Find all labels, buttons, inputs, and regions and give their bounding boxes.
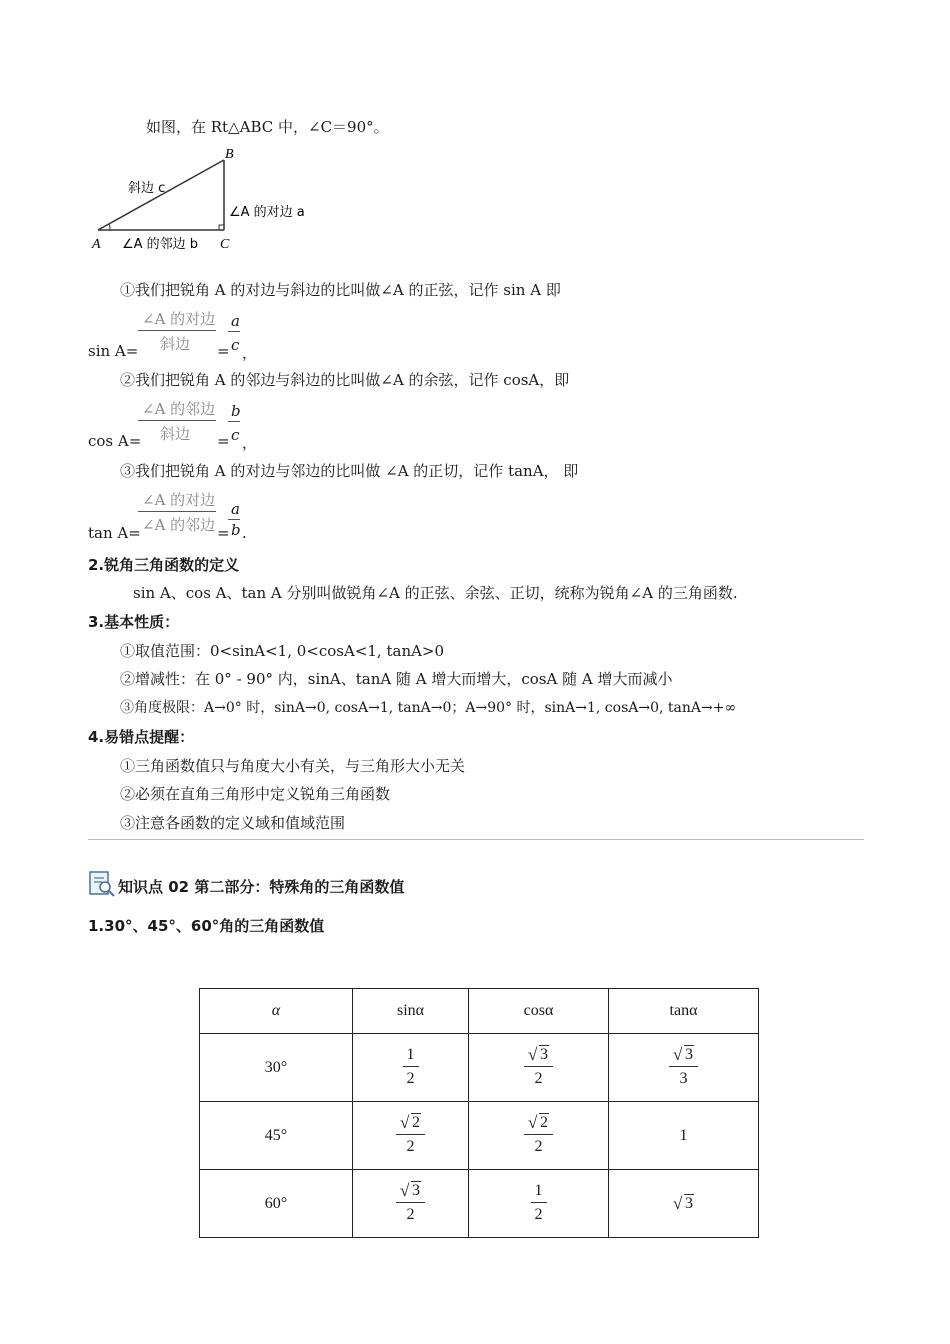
pitfall-item: ①三角函数值只与角度大小有关，与三角形大小无关 (120, 757, 466, 775)
table-row (200, 1170, 759, 1238)
intro-text: 如图，在 Rt△ABC 中，∠C＝90°。 (146, 118, 389, 136)
vertex-c-label: C (220, 237, 230, 252)
property-item: ③角度极限：A→0° 时，sinA→0, cosA→1, tanA→0；A→90° 时，sinA→1, cosA→0, tanA→+∞ (120, 700, 737, 716)
angle-a-arc (109, 224, 110, 230)
pitfall-item: ②必须在直角三角形中定义锐角三角函数 (120, 785, 391, 803)
cosine-word-denominator: 斜边 (160, 425, 191, 443)
value-cell: √ $\frac{2}{2}$ (469, 1102, 609, 1170)
value-cell: √ $\frac{3}{3}$ (609, 1034, 759, 1102)
value-cell: $\frac{1}{2}$ (353, 1034, 469, 1102)
tangent-word-numerator: ∠A 的对边 (142, 491, 216, 509)
sine-var-numerator: a (231, 312, 240, 330)
sine-word-denominator: 斜边 (160, 335, 191, 353)
sine-definition: ①我们把锐角 A 的对边与斜边的比叫做∠A 的正弦，记作 sin A 即 (120, 281, 561, 299)
cosine-var-denominator: c (231, 426, 240, 444)
triangle-diagram (88, 140, 328, 255)
adjacent-label: ∠A 的邻边 b (122, 237, 199, 252)
hypotenuse-label: 斜边 c (128, 181, 166, 196)
table-row (200, 1034, 759, 1102)
cosine-lhs: cos A= (88, 432, 142, 450)
sine-word-numerator: ∠A 的对边 (142, 310, 216, 328)
part-2-title: 知识点 02 第二部分：特殊角的三角函数值 (118, 878, 405, 896)
opposite-label: ∠A 的对边 a (229, 205, 305, 220)
cosine-definition: ②我们把锐角 A 的邻边与斜边的比叫做∠A 的余弦，记作 cosA，即 (120, 371, 570, 389)
tangent-lhs: tan A= (88, 524, 141, 542)
header-cell: tanα (609, 989, 759, 1034)
section-divider (88, 839, 864, 840)
value-cell: √ 3 (609, 1170, 759, 1238)
tangent-word-denominator: ∠A 的邻边 (142, 516, 216, 534)
knowledge-point-icon (88, 869, 116, 897)
sine-var-denominator: c (231, 336, 240, 354)
value-cell: √ $\frac{3}{2}$ (353, 1170, 469, 1238)
section-2-text: sin A、cos A、tan A 分别叫做锐角∠A 的正弦、余弦、正切，统称为锐角∠A 的三角函数. (133, 584, 738, 602)
value-cell: √ $\frac{2}{2}$ (353, 1102, 469, 1170)
special-angle-table (199, 988, 759, 1238)
tangent-definition: ③我们把锐角 A 的对边与邻边的比叫做 ∠A 的正切，记作 tanA， 即 (120, 462, 579, 480)
property-item: ②增减性：在 0° - 90° 内，sinA、tanA 随 A 增大而增大，cosA 随 A 增大而减小 (120, 670, 673, 688)
sine-lhs: sin A= (88, 342, 139, 360)
pitfall-item: ③注意各函数的定义域和值域范围 (120, 814, 346, 832)
vertex-b-label: B (225, 147, 234, 162)
section-3-heading: 3.基本性质： (88, 613, 180, 631)
section-4-heading: 4.易错点提醒： (88, 728, 195, 746)
cosine-word-numerator: ∠A 的邻边 (142, 400, 216, 418)
header-cell: cosα (469, 989, 609, 1034)
header-cell: α (200, 989, 353, 1034)
vertex-a-label: A (92, 237, 101, 252)
angle-cell: 30° (200, 1034, 353, 1102)
table-header-row (200, 989, 759, 1034)
header-cell: sinα (353, 989, 469, 1034)
angle-cell: 45° (200, 1102, 353, 1170)
value-cell: √ $\frac{3}{2}$ (469, 1034, 609, 1102)
section-2-heading: 2.锐角三角函数的定义 (88, 556, 240, 574)
cosine-var-numerator: b (231, 402, 241, 420)
table-row (200, 1102, 759, 1170)
tangent-var-numerator: a (231, 500, 240, 518)
value-cell: $\frac{1}{2}$ (469, 1170, 609, 1238)
value-cell: 1 (609, 1102, 759, 1170)
property-item: ①取值范围：0<sinA<1, 0<cosA<1, tanA>0 (120, 642, 445, 660)
part-2-subheading: 1.30°、45°、60°角的三角函数值 (88, 917, 325, 935)
angle-cell: 60° (200, 1170, 353, 1238)
tangent-var-denominator: b (231, 521, 241, 539)
